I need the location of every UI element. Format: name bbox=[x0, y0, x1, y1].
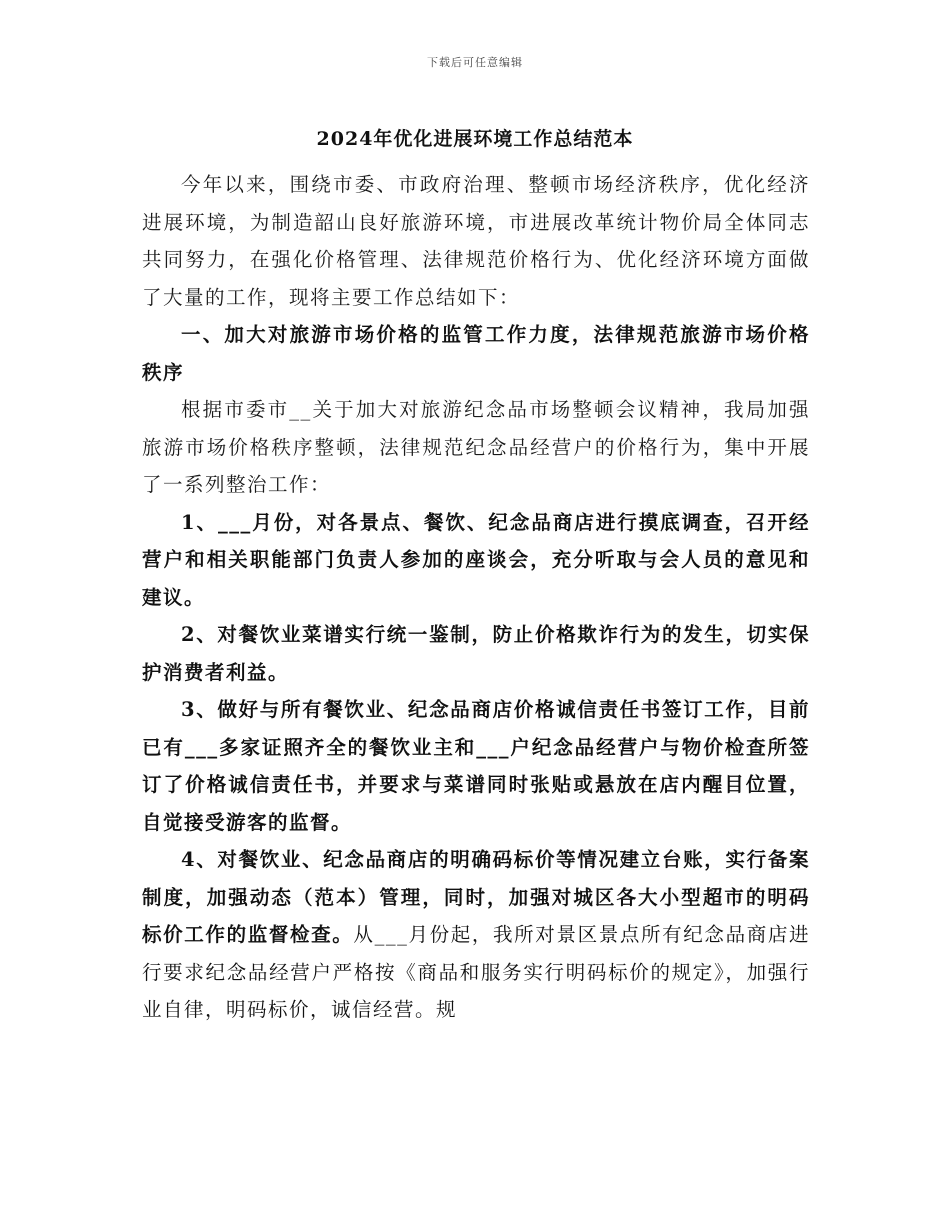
section-heading-1: 一、加大对旅游市场价格的监管工作力度，法律规范旅游市场价格秩序 bbox=[142, 323, 810, 384]
document-body bbox=[142, 166, 810, 1029]
paragraph-section-1: 根据市委市__关于加大对旅游纪念品市场整顿会议精神，我局加强旅游市场价格秩序整顿，法律规范纪念品经营户的价格行为，集中开展了一系列整治工作： bbox=[142, 398, 810, 496]
paragraph-intro: 今年以来，围绕市委、市政府治理、整顿市场经济秩序，优化经济进展环境，为制造韶山良好旅游环境，市进展改革统计物价局全体同志共同努力，在强化价格管理、法律规范价格行为、优化经济环境方面做了大量的工作，现将主要工作总结如下： bbox=[142, 173, 810, 309]
header-note: 下载后可任意编辑 bbox=[427, 56, 523, 69]
list-item-2: 2、对餐饮业菜谱实行统一鉴制，防止价格欺诈行为的发生，切实保护消费者利益。 bbox=[142, 623, 810, 684]
document-title: 2024年优化进展环境工作总结范本 bbox=[316, 128, 634, 150]
list-item-4-normal: 从___月份起，我所对景区景点所有纪念品商店进行要求纪念品经营户严格按《商品和服务实行明码标价的规定》，加强行业自律，明码标价，诚信经营。规 bbox=[142, 923, 810, 1021]
list-item-4-bold: 4、对餐饮业、纪念品商店的明确码标价等情况建立台账，实行备案制度，加强动态（范本）管理，同时，加强对城区各大小型超市的明码标价工作的监督检查。 bbox=[142, 848, 810, 946]
list-item-1: 1、___月份，对各景点、餐饮、纪念品商店进行摸底调查，召开经营户和相关职能部门负责人参加的座谈会，充分听取与会人员的意见和建议。 bbox=[142, 510, 810, 609]
list-item-4 bbox=[142, 841, 810, 1029]
list-item-3: 3、做好与所有餐饮业、纪念品商店价格诚信责任书签订工作，目前已有___多家证照齐全的餐饮业主和___户纪念品经营户与物价检查所签订了价格诚信责任书，并要求与菜谱同时张贴或悬放在店内醒目位置，自觉接受游客的监督。 bbox=[142, 698, 810, 834]
